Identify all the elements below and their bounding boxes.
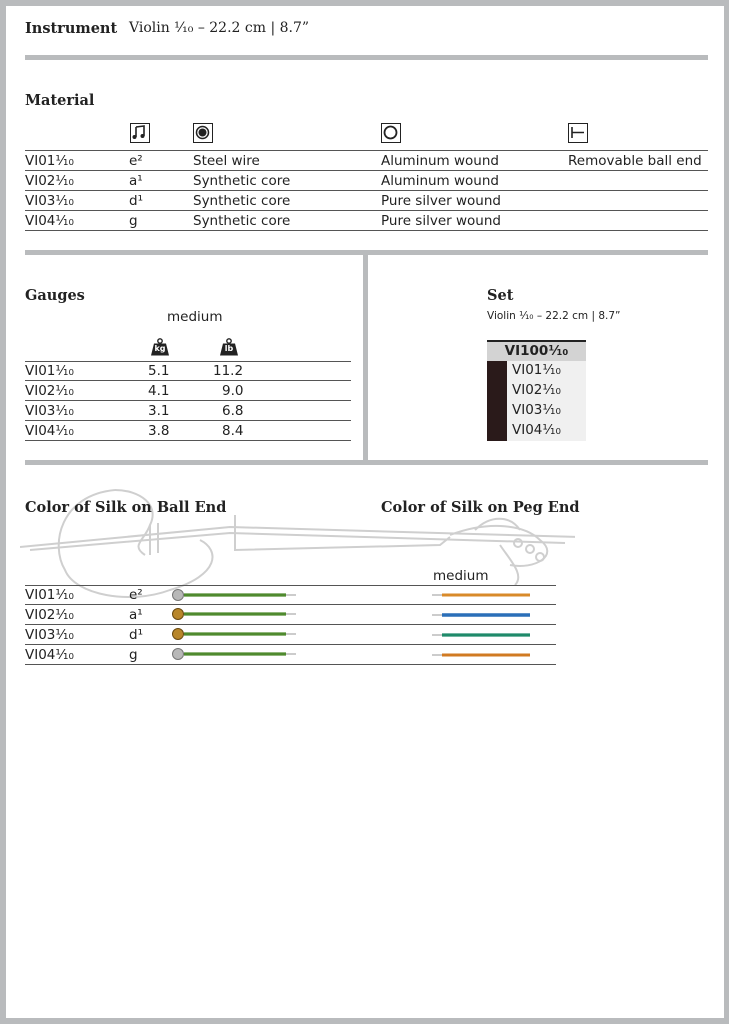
silk-code: VI01¹⁄₁₀	[25, 587, 74, 603]
set-item: VI01¹⁄₁₀	[512, 362, 561, 378]
gauges-rule-1	[25, 380, 351, 381]
note-icon	[130, 123, 150, 143]
set-code: VI100¹⁄₁₀	[487, 342, 586, 361]
material-core: Synthetic core	[193, 213, 291, 229]
circle-icon	[381, 123, 401, 143]
gauges-rule-0	[25, 361, 351, 362]
material-note: d¹	[129, 193, 143, 209]
ball-end-strings	[168, 586, 303, 666]
material-wound: Pure silver wound	[381, 213, 501, 229]
divider-3	[25, 460, 708, 465]
silk-note: g	[129, 647, 138, 663]
gauges-rule-4	[25, 440, 351, 441]
material-core: Steel wire	[193, 153, 260, 169]
ball-end-silver	[173, 590, 184, 601]
set-subtitle: Violin ¹⁄₁₀ – 22.2 cm | 8.7”	[487, 310, 621, 322]
material-code: VI04¹⁄₁₀	[25, 213, 74, 229]
material-rule-4	[25, 230, 708, 231]
set-item: VI04¹⁄₁₀	[512, 422, 561, 438]
set-color-stripe	[487, 361, 507, 441]
gauges-kg: 3.1	[148, 403, 170, 419]
silk-note: e²	[129, 587, 143, 603]
gauges-tension: medium	[167, 309, 223, 325]
set-heading: Set	[487, 287, 514, 304]
lb-label: lb	[224, 344, 234, 353]
ball-end-string	[173, 609, 297, 620]
instrument-label: Instrument	[25, 20, 118, 37]
gauges-code: VI04¹⁄₁₀	[25, 423, 74, 439]
gauges-heading: Gauges	[25, 287, 85, 304]
set-item: VI03¹⁄₁₀	[512, 402, 561, 418]
gauges-kg: 4.1	[148, 383, 170, 399]
material-note: g	[129, 213, 138, 229]
material-end: Removable ball end	[568, 153, 702, 169]
bullseye-icon	[193, 123, 213, 143]
ball-end-string	[173, 590, 297, 601]
set-item: VI02¹⁄₁₀	[512, 382, 561, 398]
gauges-lb: 6.8	[222, 403, 244, 419]
ball-end-icon	[568, 123, 588, 143]
material-code: VI01¹⁄₁₀	[25, 153, 74, 169]
lb-weight-icon	[219, 338, 239, 356]
silk-code: VI02¹⁄₁₀	[25, 607, 74, 623]
peg-end-strings	[430, 586, 535, 666]
ball-end-brass	[173, 609, 184, 620]
material-code: VI03¹⁄₁₀	[25, 193, 74, 209]
ball-silk-heading: Color of Silk on Ball End	[25, 499, 227, 516]
material-core: Synthetic core	[193, 193, 291, 209]
material-wound: Aluminum wound	[381, 173, 499, 189]
gauges-rule-3	[25, 420, 351, 421]
gauges-kg: 5.1	[148, 363, 170, 379]
silk-code: VI03¹⁄₁₀	[25, 627, 74, 643]
instrument-value: Violin ¹⁄₁₀ – 22.2 cm | 8.7”	[129, 20, 310, 36]
divider-1	[25, 55, 708, 60]
material-rule-2	[25, 190, 708, 191]
gauges-rule-2	[25, 400, 351, 401]
set-table	[487, 340, 586, 441]
gauges-kg: 3.8	[148, 423, 170, 439]
divider-vertical	[363, 255, 368, 461]
material-wound: Pure silver wound	[381, 193, 501, 209]
silk-tension: medium	[433, 568, 489, 584]
material-heading: Material	[25, 92, 95, 109]
material-code: VI02¹⁄₁₀	[25, 173, 74, 189]
silk-note: a¹	[129, 607, 143, 623]
material-rule-0	[25, 150, 708, 151]
gauges-lb: 8.4	[222, 423, 244, 439]
gauges-code: VI03¹⁄₁₀	[25, 403, 74, 419]
gauges-lb: 9.0	[222, 383, 244, 399]
peg-silk-heading: Color of Silk on Peg End	[381, 499, 580, 516]
silk-note: d¹	[129, 627, 143, 643]
kg-label: kg	[154, 344, 166, 353]
ball-end-silver	[173, 649, 184, 660]
silk-code: VI04¹⁄₁₀	[25, 647, 74, 663]
kg-weight-icon	[150, 338, 170, 356]
material-core: Synthetic core	[193, 173, 291, 189]
ball-end-string	[173, 649, 297, 660]
ball-end-string	[173, 629, 297, 640]
material-note: e²	[129, 153, 143, 169]
material-rule-3	[25, 210, 708, 211]
ball-end-brass	[173, 629, 184, 640]
material-rule-1	[25, 170, 708, 171]
gauges-lb: 11.2	[213, 363, 244, 379]
gauges-code: VI01¹⁄₁₀	[25, 363, 74, 379]
gauges-code: VI02¹⁄₁₀	[25, 383, 74, 399]
material-note: a¹	[129, 173, 143, 189]
material-wound: Aluminum wound	[381, 153, 499, 169]
